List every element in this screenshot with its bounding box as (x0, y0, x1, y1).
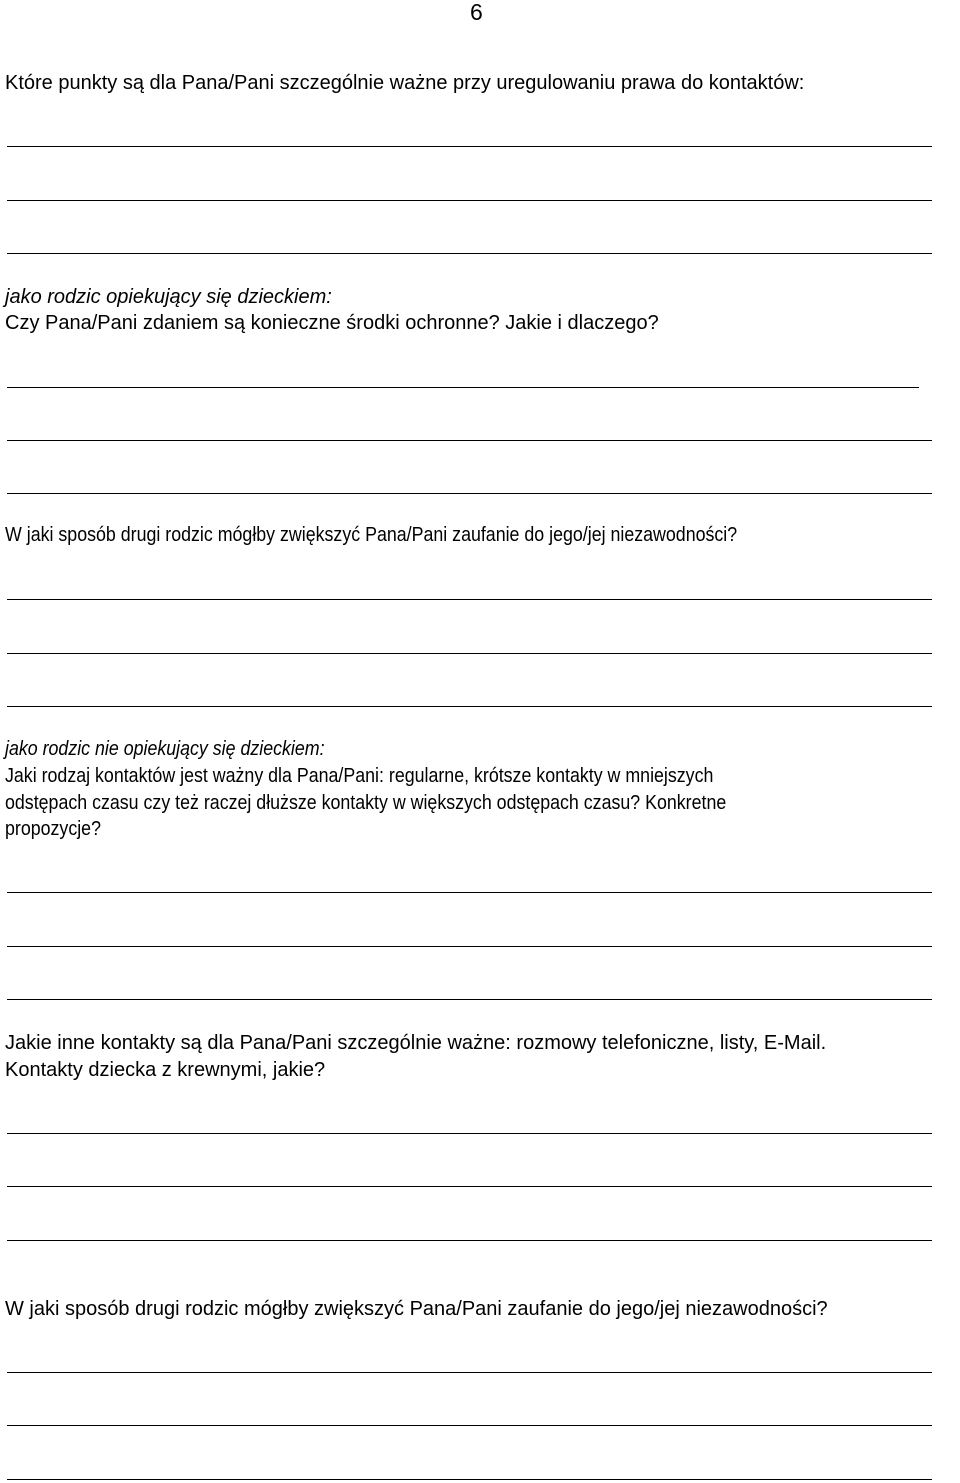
question-protective-measures: Czy Pana/Pani zdaniem są konieczne środki ochronne? Jakie i dlaczego? (5, 312, 659, 334)
answer-line (7, 200, 932, 201)
answer-line (7, 999, 932, 1000)
page-number: 6 (470, 0, 483, 25)
answer-line (7, 892, 932, 893)
answer-line (7, 1479, 932, 1480)
question-contact-type-line2: odstępach czasu czy też raczej dłuższe kontakty w większych odstępach czasu? Konkretne (5, 792, 727, 814)
answer-line (7, 1240, 932, 1241)
answer-line (7, 387, 919, 388)
answer-line (7, 146, 932, 147)
answer-line (7, 1186, 932, 1187)
section-heading-caring-parent: jako rodzic opiekujący się dzieckiem: (5, 286, 332, 308)
question-trust-reliability: W jaki sposób drugi rodzic mógłby zwiększyć Pana/Pani zaufanie do jego/jej niezawodności? (5, 524, 738, 546)
answer-line (7, 493, 932, 494)
answer-line (7, 653, 932, 654)
answer-line (7, 1425, 932, 1426)
answer-line (7, 599, 932, 600)
answer-line (7, 440, 932, 441)
question-contact-type-line1: Jaki rodzaj kontaktów jest ważny dla Pana/Pani: regularne, krótsze kontakty w mniejszych (5, 765, 714, 787)
question-contact-type-line3: propozycje? (5, 818, 101, 840)
question-other-contacts-line2: Kontakty dziecka z krewnymi, jakie? (5, 1059, 326, 1081)
question-trust-reliability-2: W jaki sposób drugi rodzic mógłby zwiększyć Pana/Pani zaufanie do jego/jej niezawodności? (5, 1298, 828, 1320)
answer-line (7, 946, 932, 947)
answer-line (7, 1133, 932, 1134)
section-heading-non-caring-parent: jako rodzic nie opiekujący się dzieckiem: (5, 738, 325, 760)
question-contact-points: Które punkty są dla Pana/Pani szczególnie ważne przy uregulowaniu prawa do kontaktów: (5, 72, 805, 94)
question-other-contacts-line1: Jakie inne kontakty są dla Pana/Pani szczególnie ważne: rozmowy telefoniczne, listy, E-Mail. (5, 1032, 827, 1054)
answer-line (7, 1372, 932, 1373)
answer-line (7, 253, 932, 254)
answer-line (7, 706, 932, 707)
